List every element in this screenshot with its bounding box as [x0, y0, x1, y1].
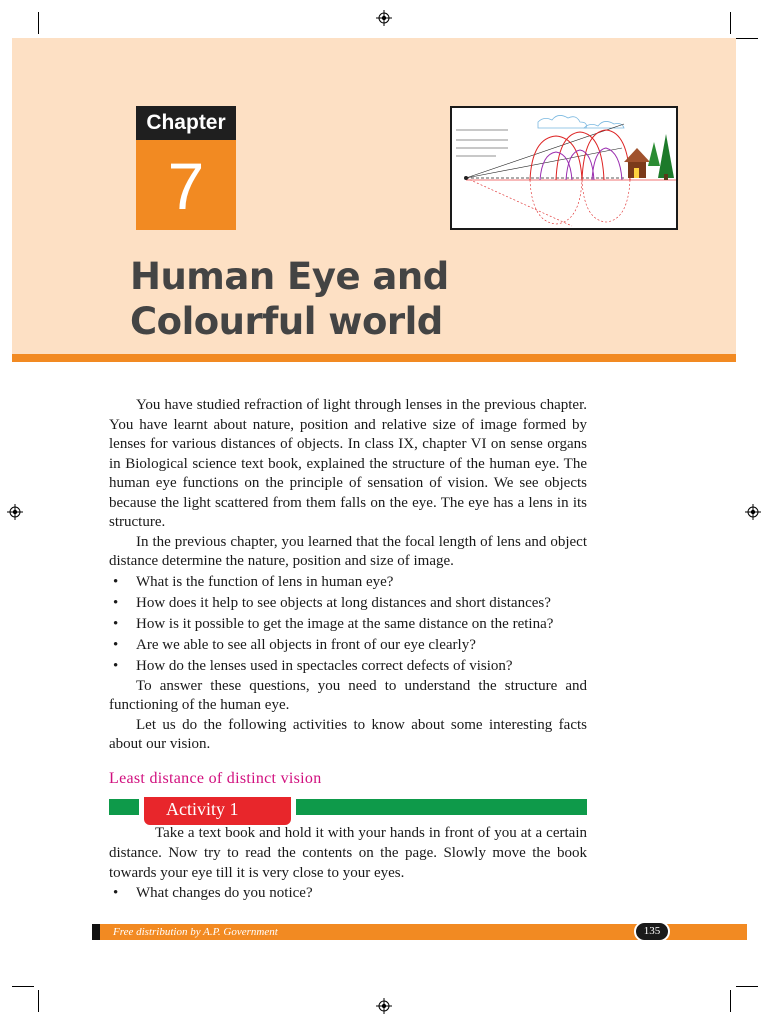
paragraph: You have studied refraction of light through lenses in the previous chapter. You have learnt about nature, position and relative size of image formed by lenses for various distances of objects. In class IX, chapter VI on sense organs in Biological science text book, explained the structure of the human eye. The human eye functions on the principle of sensation of vision. We see objects because the light scattered from them falls on the eye. The eye has a lens in its structure.	[109, 397, 587, 530]
crop-mark	[38, 990, 39, 1012]
registration-mark-icon	[376, 998, 392, 1014]
header-divider	[12, 354, 736, 362]
registration-mark-icon	[7, 504, 23, 520]
list-item: • What changes do you notice?	[109, 883, 587, 904]
chapter-number: 7	[136, 140, 236, 230]
chapter-title-line: Colourful world	[130, 300, 443, 343]
activity-body	[109, 823, 587, 904]
section-heading: Least distance of distinct vision	[109, 770, 322, 787]
chapter-title	[130, 254, 490, 344]
paragraph: In the previous chapter, you learned that the focal length of lens and object distance determine the nature, position and size of image.	[109, 533, 587, 569]
paragraph: Take a text book and hold it with your hands in front of you at a certain distance. Now try to read the contents on the page. Slowly move the book towards your eye till it is very close to your eyes.	[109, 825, 587, 881]
registration-mark-icon	[745, 504, 761, 520]
question-list	[109, 883, 587, 904]
list-item: • How do the lenses used in spectacles correct defects of vision?	[109, 656, 587, 677]
chapter-label: Chapter	[136, 106, 236, 140]
list-item: • How does it help to see objects at long distances and short distances?	[109, 593, 587, 614]
registration-mark-icon	[376, 10, 392, 26]
crop-mark	[736, 986, 758, 987]
activity-bar	[109, 799, 139, 815]
paragraph: To answer these questions, you need to understand the structure and functioning of the human eye.	[109, 677, 587, 713]
activity-bar	[296, 799, 587, 815]
chapter-illustration	[450, 106, 678, 230]
question-list	[109, 572, 587, 677]
crop-mark	[730, 12, 731, 34]
footer-accent	[92, 924, 100, 940]
crop-mark	[730, 990, 731, 1012]
page-number: 135	[634, 921, 670, 942]
activity-label: Activity 1	[144, 797, 291, 825]
chapter-title-line: Human Eye and	[130, 255, 449, 298]
list-item: • How is it possible to get the image at the same distance on the retina?	[109, 614, 587, 635]
list-item: • What is the function of lens in human eye?	[109, 572, 587, 593]
crop-mark	[736, 38, 758, 39]
list-item: • Are we able to see all objects in front of our eye clearly?	[109, 635, 587, 656]
paragraph: Let us do the following activities to know about some interesting facts about our vision.	[109, 716, 587, 752]
chapter-intro	[109, 396, 587, 755]
crop-mark	[38, 12, 39, 34]
footer-text: Free distribution by A.P. Government	[113, 926, 278, 938]
crop-mark	[12, 986, 34, 987]
